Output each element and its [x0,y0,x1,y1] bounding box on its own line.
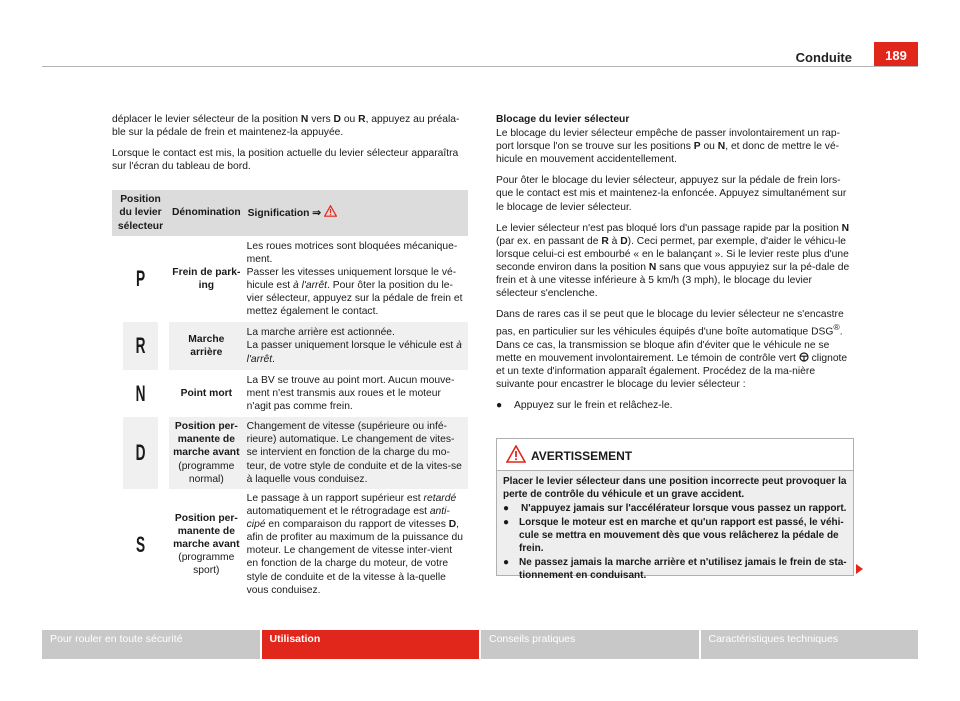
footer-tab-caracteristiques[interactable]: Caractéristiques techniques [701,630,919,659]
warning-title: AVERTISSEMENT [531,449,633,463]
table-row [112,370,468,417]
warning-box [496,438,854,581]
position-name: Point mort [169,370,244,417]
warning-intro: Placer le levier sélecteur dans une position incorrecte peut provoquer la perte de contrôle du véhicule et un grave accident. [503,476,847,500]
table-row [112,417,468,489]
header-meaning: Signification ⇒ [244,190,468,236]
position-letter: N [123,370,158,417]
position-description: La marche arrière est actionnée. La passer uniquement lorsque le véhicule est à l'arrêt. [244,322,468,370]
table-row [112,236,468,322]
footer-tab-securite[interactable]: Pour rouler en toute sécurité [42,630,260,659]
position-description: Le passage à un rapport supérieur est retardé automatiquement et le rétrogradage est anti-cipé en comparaison du rapport de vitesses D, afin de profiter au maximum de la puissance du moteur. Le changement de vitesse inter-vient en fonction de la charge du moteur, de votre style de conduite et de la vitesse à la-quelle vous conduisez. [244,489,468,600]
warning-icon [324,205,337,217]
position-description: Changement de vitesse (supérieure ou infé-rieure) automatique. Le changement de vites-se intervient en fonction de la charge du mo-teur, de votre style de conduite et de la vites-se à laquelle vous conduisez. [244,417,468,489]
table-row [112,322,468,370]
position-letter: S [123,489,158,600]
position-description: La BV se trouve au point mort. Aucun mouve-ment n'est transmis aux roues et le moteur n'agit pas comme frein. [244,370,468,417]
position-description: Les roues motrices sont bloquées mécanique-ment. Passer les vitesses uniquement lorsque le vé-hicule est à l'arrêt. Pour ôter la position du le-vier sélecteur, appuyez sur la pédale de frein et mettez également le contact. [244,236,468,322]
table-header-row [112,190,468,236]
position-name: Position per-manente de marche avant (programme normal) [169,417,244,489]
left-paragraph-2: Lorsque le contact est mis, la position actuelle du levier sélecteur apparaîtra sur l'écran du tableau de bord. [112,148,459,173]
position-name: Frein de park-ing [169,236,244,322]
left-paragraph-1: déplacer le levier sélecteur de la position N vers D ou R, appuyez au préala-ble sur la pédale de frein et maintenez-la appuyée. [112,114,460,139]
bullet-marker: ● [503,517,510,528]
position-letter: P [123,236,158,322]
selector-positions-table [112,190,468,600]
right-column [496,113,854,412]
left-column [112,113,468,181]
footer-tab-utilisation[interactable]: Utilisation [262,630,480,659]
right-paragraph-4: Dans de rares cas il se peut que le blocage du levier sélecteur ne s'encastre pas, en particulier sur les véhicules équipés d'une boîte automatique DSG®. Dans ce cas, la transmission se bloque afin d'éviter que le véhicule ne se mette en mouvement involontairement. Le témoin de contrôle vert clignote et un texte d'information apparaît également. Procédez de la ma-nière suivante pour encastrer le blocage du levier sélecteur : [496,309,848,391]
position-letter: R [123,322,158,370]
header-rule [42,66,918,67]
table-row [112,489,468,600]
bullet-marker: ● [503,503,510,514]
footer-tab-conseils[interactable]: Conseils pratiques [481,630,699,659]
position-name: Position per-manente de marche avant (programme sport) [169,489,244,600]
header-position: Position du levier sélecteur [112,190,169,236]
warning-body [497,471,853,581]
list-item: ● N'appuyez jamais sur l'accélérateur lorsque vous passez un rapport. [503,503,847,514]
chapter-title: Conduite [795,50,852,65]
section-heading: Blocage du levier sélecteur [496,114,630,125]
position-name: Marche arrière [169,322,244,370]
list-item: ● Lorsque le moteur est en marche et qu'un rapport est passé, le véhi-cule se mettra en mouvement dès que vous relâcherez la pédale de frein. [503,517,844,554]
position-letter: D [123,417,158,489]
page-number: 189 [874,42,918,67]
warning-icon [506,445,526,463]
right-paragraph-1: Le blocage du levier sélecteur empêche de passer involontairement un rap-port lorsque l'on se trouve sur les positions P ou N, et donc de mettre le vé-hicule en mouvement accidentellement. [496,128,841,166]
right-paragraph-2: Pour ôter le blocage du levier sélecteur, appuyez sur la pédale de frein lors-que le contact est mis et maintenez-la enfoncée. Appuyez simultanément sur le blocage de levier sélecteur. [496,175,847,213]
list-item: ● Appuyez sur le frein et relâchez-le. [496,400,673,412]
steering-wheel-icon [799,352,809,362]
footer-nav [42,630,918,659]
warning-header [497,439,853,471]
bullet-marker: ● [496,400,503,412]
header-name: Dénomination [169,190,244,236]
list-item: ● Ne passez jamais la marche arrière et n'utilisez jamais le frein de sta-tionnement en conduisant. [503,557,847,581]
right-paragraph-3: Le levier sélecteur n'est pas bloqué lors d'un passage rapide par la position N (par ex. en passant de R à D). Ceci permet, par exemple, d'aider le véhicu-le lorsque celui-ci est embourbé « en le balançant ». Si le levier reste plus d'une seconde environ dans la position N sans que vous appuyiez sur la pé-dale de frein et à une vitesse inférieure à 5 km/h (3 mph), le blocage du levier sélecteur s'enclenche. [496,222,850,300]
bullet-marker: ● [503,557,510,568]
continue-arrow-icon [856,564,863,574]
